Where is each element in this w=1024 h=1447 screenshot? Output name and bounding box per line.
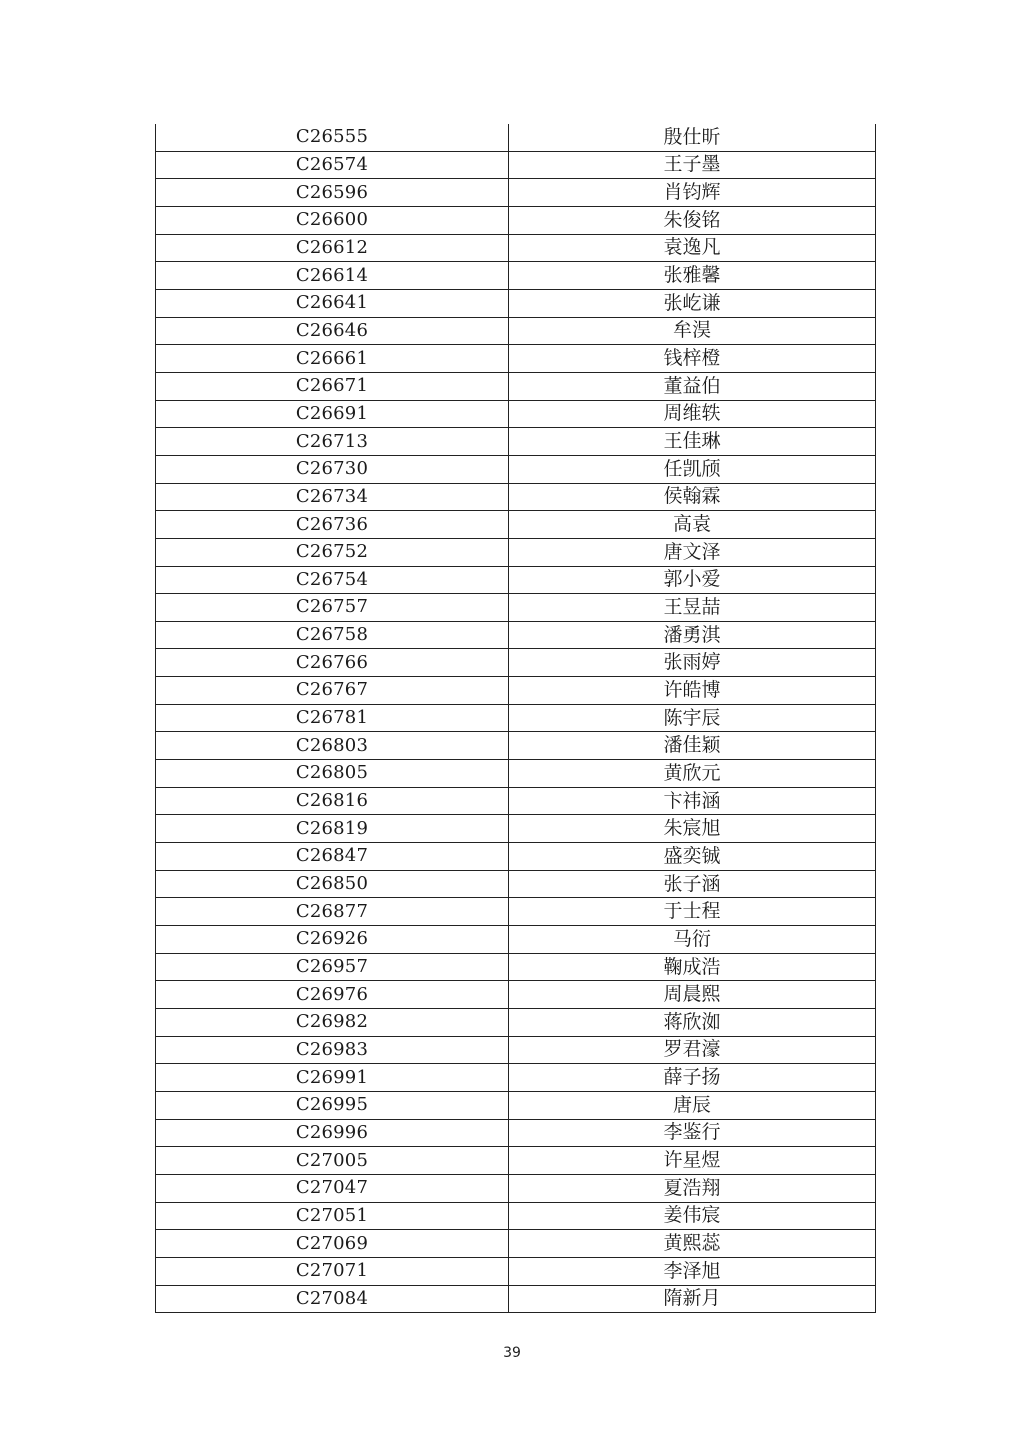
candidate-id-cell: C27047 <box>156 1174 509 1202</box>
candidate-name-cell: 王昱喆 <box>509 594 876 622</box>
candidate-name-cell: 殷仕昕 <box>509 124 876 151</box>
table-row <box>156 1285 876 1313</box>
table-row <box>156 455 876 483</box>
table-row <box>156 594 876 622</box>
candidate-name-cell: 罗君濠 <box>509 1036 876 1064</box>
candidate-name-cell: 张子涵 <box>509 870 876 898</box>
table-row <box>156 1119 876 1147</box>
candidate-id-cell: C26555 <box>156 124 509 151</box>
candidate-id-cell: C26767 <box>156 677 509 705</box>
table-row <box>156 124 876 151</box>
candidate-id-cell: C26805 <box>156 760 509 788</box>
candidate-id-cell: C26781 <box>156 704 509 732</box>
table-row <box>156 898 876 926</box>
candidate-id-cell: C26816 <box>156 787 509 815</box>
candidate-id-cell: C26757 <box>156 594 509 622</box>
table-row <box>156 483 876 511</box>
table-row <box>156 1202 876 1230</box>
candidate-name-cell: 马衍 <box>509 926 876 954</box>
candidate-name-cell: 董益伯 <box>509 372 876 400</box>
candidate-id-cell: C27071 <box>156 1257 509 1285</box>
candidate-name-cell: 陈宇辰 <box>509 704 876 732</box>
candidate-name-cell: 薛子扬 <box>509 1064 876 1092</box>
candidate-id-cell: C26574 <box>156 151 509 179</box>
candidate-id-cell: C26758 <box>156 621 509 649</box>
candidate-id-cell: C26803 <box>156 732 509 760</box>
table-row <box>156 760 876 788</box>
table-row <box>156 704 876 732</box>
table-row <box>156 1257 876 1285</box>
table-row <box>156 677 876 705</box>
candidate-name-cell: 高袁 <box>509 511 876 539</box>
candidate-id-cell: C27084 <box>156 1285 509 1313</box>
table-row <box>156 262 876 290</box>
candidate-name-cell: 王佳琳 <box>509 428 876 456</box>
table-row <box>156 1091 876 1119</box>
candidate-name-cell: 唐辰 <box>509 1091 876 1119</box>
candidate-name-cell: 夏浩翔 <box>509 1174 876 1202</box>
candidate-id-cell: C26847 <box>156 843 509 871</box>
candidate-name-cell: 侯翰霖 <box>509 483 876 511</box>
table-row <box>156 289 876 317</box>
table-row <box>156 400 876 428</box>
candidate-id-cell: C26850 <box>156 870 509 898</box>
candidate-id-cell: C27005 <box>156 1147 509 1175</box>
table-row <box>156 649 876 677</box>
table-row <box>156 787 876 815</box>
candidate-id-cell: C26713 <box>156 428 509 456</box>
candidate-name-cell: 姜伟宸 <box>509 1202 876 1230</box>
candidate-name-cell: 于士程 <box>509 898 876 926</box>
candidate-name-cell: 潘佳颖 <box>509 732 876 760</box>
table-row <box>156 621 876 649</box>
roster-table <box>155 124 876 1313</box>
table-row <box>156 843 876 871</box>
table-row <box>156 428 876 456</box>
table-row <box>156 926 876 954</box>
table-row <box>156 732 876 760</box>
candidate-id-cell: C26926 <box>156 926 509 954</box>
candidate-id-cell: C26819 <box>156 815 509 843</box>
candidate-name-cell: 蒋欣洳 <box>509 1009 876 1037</box>
candidate-name-cell: 牟淏 <box>509 317 876 345</box>
candidate-name-cell: 任凯颀 <box>509 455 876 483</box>
candidate-id-cell: C26995 <box>156 1091 509 1119</box>
candidate-id-cell: C26596 <box>156 179 509 207</box>
table-row <box>156 1064 876 1092</box>
candidate-id-cell: C26734 <box>156 483 509 511</box>
table-row <box>156 1230 876 1258</box>
candidate-name-cell: 潘勇淇 <box>509 621 876 649</box>
table-row <box>156 1147 876 1175</box>
page-number: 39 <box>503 1345 521 1361</box>
candidate-name-cell: 袁逸凡 <box>509 234 876 262</box>
candidate-name-cell: 张雨婷 <box>509 649 876 677</box>
candidate-id-cell: C26612 <box>156 234 509 262</box>
candidate-id-cell: C26730 <box>156 455 509 483</box>
candidate-id-cell: C26600 <box>156 206 509 234</box>
table-row <box>156 870 876 898</box>
candidate-id-cell: C26877 <box>156 898 509 926</box>
candidate-id-cell: C26614 <box>156 262 509 290</box>
candidate-id-cell: C27051 <box>156 1202 509 1230</box>
candidate-name-cell: 鞠成浩 <box>509 953 876 981</box>
candidate-id-cell: C26671 <box>156 372 509 400</box>
table-row <box>156 345 876 373</box>
candidate-name-cell: 朱俊铭 <box>509 206 876 234</box>
candidate-id-cell: C26991 <box>156 1064 509 1092</box>
candidate-name-cell: 黄熙蕊 <box>509 1230 876 1258</box>
candidate-name-cell: 张屹谦 <box>509 289 876 317</box>
candidate-name-cell: 唐文泽 <box>509 538 876 566</box>
candidate-id-cell: C26641 <box>156 289 509 317</box>
table-row <box>156 317 876 345</box>
candidate-id-cell: C26957 <box>156 953 509 981</box>
table-row <box>156 1009 876 1037</box>
table-row <box>156 538 876 566</box>
candidate-id-cell: C26754 <box>156 566 509 594</box>
candidate-name-cell: 郭小爱 <box>509 566 876 594</box>
roster-table-body <box>156 124 876 1313</box>
candidate-name-cell: 张雅馨 <box>509 262 876 290</box>
candidate-id-cell: C26646 <box>156 317 509 345</box>
table-row <box>156 151 876 179</box>
table-row <box>156 566 876 594</box>
candidate-id-cell: C26661 <box>156 345 509 373</box>
candidate-name-cell: 周晨熙 <box>509 981 876 1009</box>
candidate-name-cell: 周维轶 <box>509 400 876 428</box>
candidate-id-cell: C26983 <box>156 1036 509 1064</box>
candidate-name-cell: 隋新月 <box>509 1285 876 1313</box>
table-row <box>156 1174 876 1202</box>
candidate-name-cell: 王子墨 <box>509 151 876 179</box>
candidate-name-cell: 许星煜 <box>509 1147 876 1175</box>
table-row <box>156 981 876 1009</box>
table-row <box>156 179 876 207</box>
table-row <box>156 372 876 400</box>
table-row <box>156 206 876 234</box>
candidate-id-cell: C26982 <box>156 1009 509 1037</box>
candidate-id-cell: C26736 <box>156 511 509 539</box>
candidate-name-cell: 肖钧辉 <box>509 179 876 207</box>
table-row <box>156 815 876 843</box>
candidate-name-cell: 盛奕铖 <box>509 843 876 871</box>
candidate-name-cell: 李鉴行 <box>509 1119 876 1147</box>
candidate-name-cell: 许皓博 <box>509 677 876 705</box>
candidate-id-cell: C26752 <box>156 538 509 566</box>
candidate-id-cell: C26996 <box>156 1119 509 1147</box>
candidate-name-cell: 李泽旭 <box>509 1257 876 1285</box>
table-row <box>156 511 876 539</box>
candidate-id-cell: C27069 <box>156 1230 509 1258</box>
table-row <box>156 953 876 981</box>
candidate-name-cell: 卞祎涵 <box>509 787 876 815</box>
table-row <box>156 1036 876 1064</box>
candidate-id-cell: C26766 <box>156 649 509 677</box>
candidate-name-cell: 黄欣元 <box>509 760 876 788</box>
table-row <box>156 234 876 262</box>
candidate-name-cell: 钱梓橙 <box>509 345 876 373</box>
candidate-id-cell: C26691 <box>156 400 509 428</box>
candidate-name-cell: 朱宸旭 <box>509 815 876 843</box>
candidate-id-cell: C26976 <box>156 981 509 1009</box>
